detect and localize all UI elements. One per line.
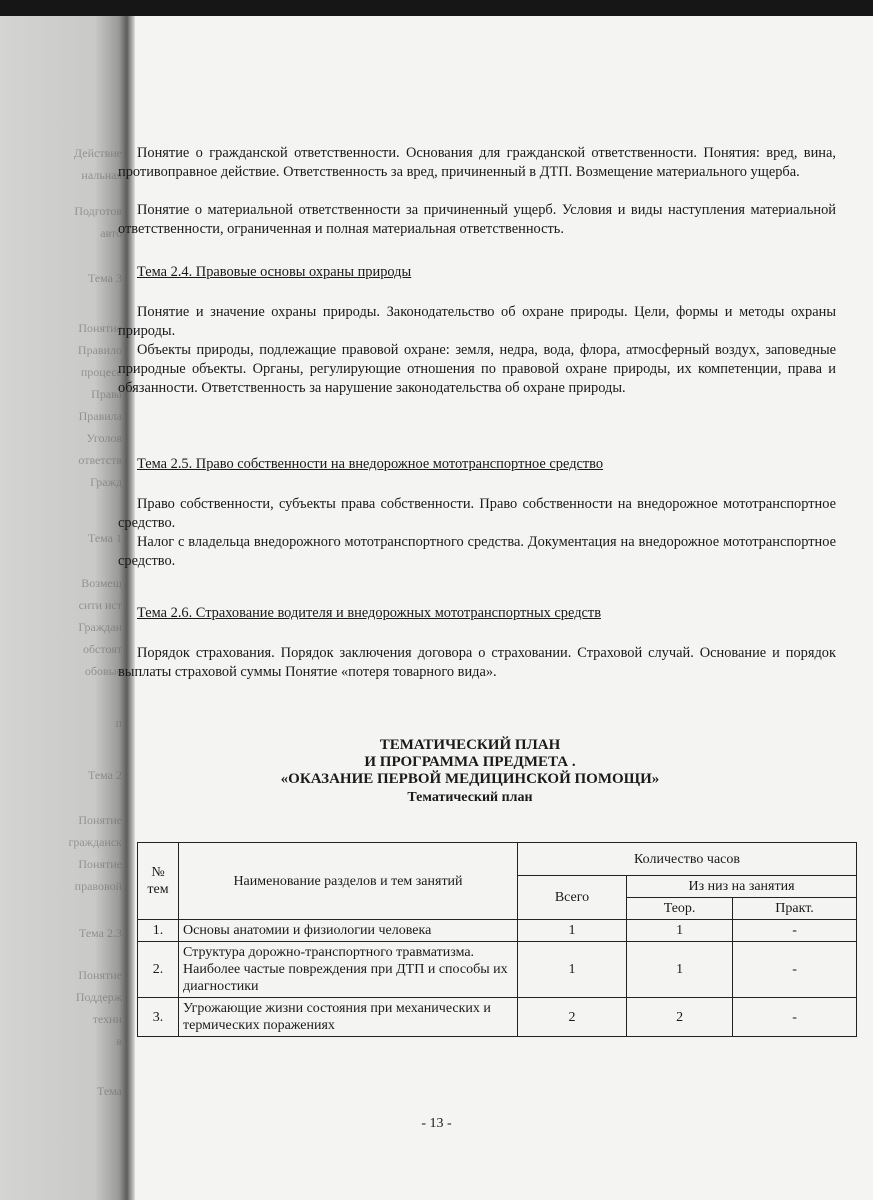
- header-name: Наименование разделов и тем занятий: [179, 843, 518, 920]
- paragraph: Понятие и значение охраны природы. Законодательство об охране природы. Цели, формы и методы охраны природы.: [118, 304, 836, 339]
- section-heading: Тема 2.6. Страхование водителя и внедорожных мототранспортных средств: [137, 605, 601, 621]
- paragraph: Объекты природы, подлежащие правовой охране: земля, недра, вода, флора, атмосферный воздух, заповедные природные объекты. Органы, регулирующие отношения по правовой охране природы, их компетенции, права и обязанности. Ответственность за нарушение законодательства об охране природы.: [118, 342, 836, 396]
- paragraph: Право собственности, субъекты права собственности. Право собственности на внедорожное мототранспортное средство.: [118, 496, 836, 531]
- plan-title: И ПРОГРАММА ПРЕДМЕТА .: [364, 754, 576, 770]
- paragraph: Понятие о материальной ответственности за причиненный ущерб. Условия и виды наступления материальной ответственности, ограниченная и полная материальная ответственность.: [118, 202, 836, 237]
- thematic-plan-table: [137, 842, 857, 1037]
- header-theory: Теор.: [627, 898, 733, 920]
- table-row: 3. Угрожающие жизни состояния при механических и термических поражениях 2 2 -: [138, 998, 857, 1037]
- plan-title: «ОКАЗАНИЕ ПЕРВОЙ МЕДИЦИНСКОЙ ПОМОЩИ»: [280, 771, 660, 787]
- header-of-which: Из низ на занятия: [627, 876, 857, 898]
- adjacent-page-bleed: Действие нальная Подготов авто Тема 3 Понятие Правило процесс Права Правила Уголов ответств Гражд Тема 1 Возмещ сити ист Граждан обстоят обовые п Тема 2 Понятие гражданск Понятие правовой Тема 2.3 Понятие Поддерж техни в Тема: [68, 146, 122, 1098]
- table-row: 1. Основы анатомии и физиологии человека 1 1 -: [138, 920, 857, 942]
- paragraph: Порядок страхования. Порядок заключения договора о страховании. Страховой случай. Основание и порядок выплаты страховой суммы Понятие «потеря товарного вида».: [118, 645, 836, 680]
- header-total: Всего: [518, 876, 627, 920]
- paragraph: Налог с владельца внедорожного мототранспортного средства. Документация на внедорожное мототранспортное средство.: [118, 534, 836, 569]
- page-number: - 13 -: [421, 1116, 452, 1131]
- plan-subtitle: Тематический план: [407, 790, 533, 805]
- header-practice: Практ.: [733, 898, 857, 920]
- header-num: № тем: [138, 843, 179, 920]
- section-heading: Тема 2.5. Право собственности на внедорожное мототранспортное средство: [137, 456, 604, 472]
- table-row: 2. Структура дорожно-транспортного травматизма. Наиболее частые повреждения при ДТП и способы их диагностики 1 1 -: [138, 942, 857, 998]
- header-hours: Количество часов: [518, 843, 857, 876]
- plan-title: ТЕМАТИЧЕСКИЙ ПЛАН: [379, 737, 561, 753]
- paragraph: Понятие о гражданской ответственности. Основания для гражданской ответственности. Понятия: вред, вина, противоправное действие. Ответственность за вред, причиненный в ДТП. Возмещение материального ущерба.: [118, 145, 836, 180]
- section-heading: Тема 2.4. Правовые основы охраны природы: [137, 264, 412, 280]
